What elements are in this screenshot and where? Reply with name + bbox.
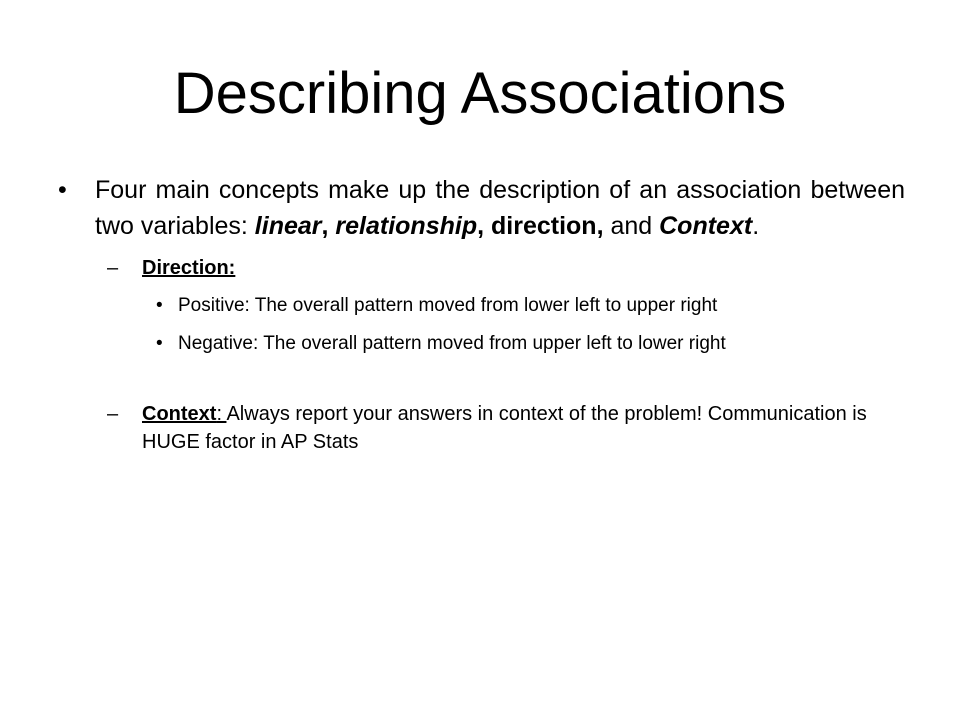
direction-negative-item xyxy=(55,330,905,358)
spacer xyxy=(55,358,905,390)
term-direction: direction, xyxy=(491,212,604,240)
separator-3: and xyxy=(603,212,660,240)
direction-negative-text: Negative: The overall pattern moved from upper left to lower right xyxy=(178,333,726,354)
context-text: Always report your answers in context of the problem! Communication is HUGE factor in AP Stats xyxy=(142,403,867,453)
slide-body xyxy=(55,172,905,456)
main-bullet-end: . xyxy=(752,212,760,240)
dash-icon: – xyxy=(107,257,119,279)
direction-heading: Direction: xyxy=(142,257,236,279)
context-subitem xyxy=(55,400,905,456)
direction-subitem xyxy=(55,254,905,282)
direction-positive-text: Positive: The overall pattern moved from lower left to upper right xyxy=(178,295,718,316)
term-relationship: relationship xyxy=(335,212,478,240)
main-bullet-intro: Four main concepts make up the description of an association between two variables: xyxy=(95,176,905,240)
separator-1: , xyxy=(321,212,336,240)
context-heading: Context xyxy=(142,403,217,425)
term-linear: linear xyxy=(254,212,322,240)
direction-positive-item xyxy=(55,292,905,320)
main-bullet-item xyxy=(55,172,905,244)
slide-title: Describing Associations xyxy=(173,61,787,126)
bullet-icon: • xyxy=(156,295,163,316)
term-context: Context xyxy=(659,212,753,240)
context-colon: : xyxy=(216,403,227,425)
bullet-icon: • xyxy=(156,333,163,354)
separator-2: , xyxy=(477,212,491,240)
dash-icon: – xyxy=(107,403,119,425)
bullet-icon: • xyxy=(58,176,67,204)
